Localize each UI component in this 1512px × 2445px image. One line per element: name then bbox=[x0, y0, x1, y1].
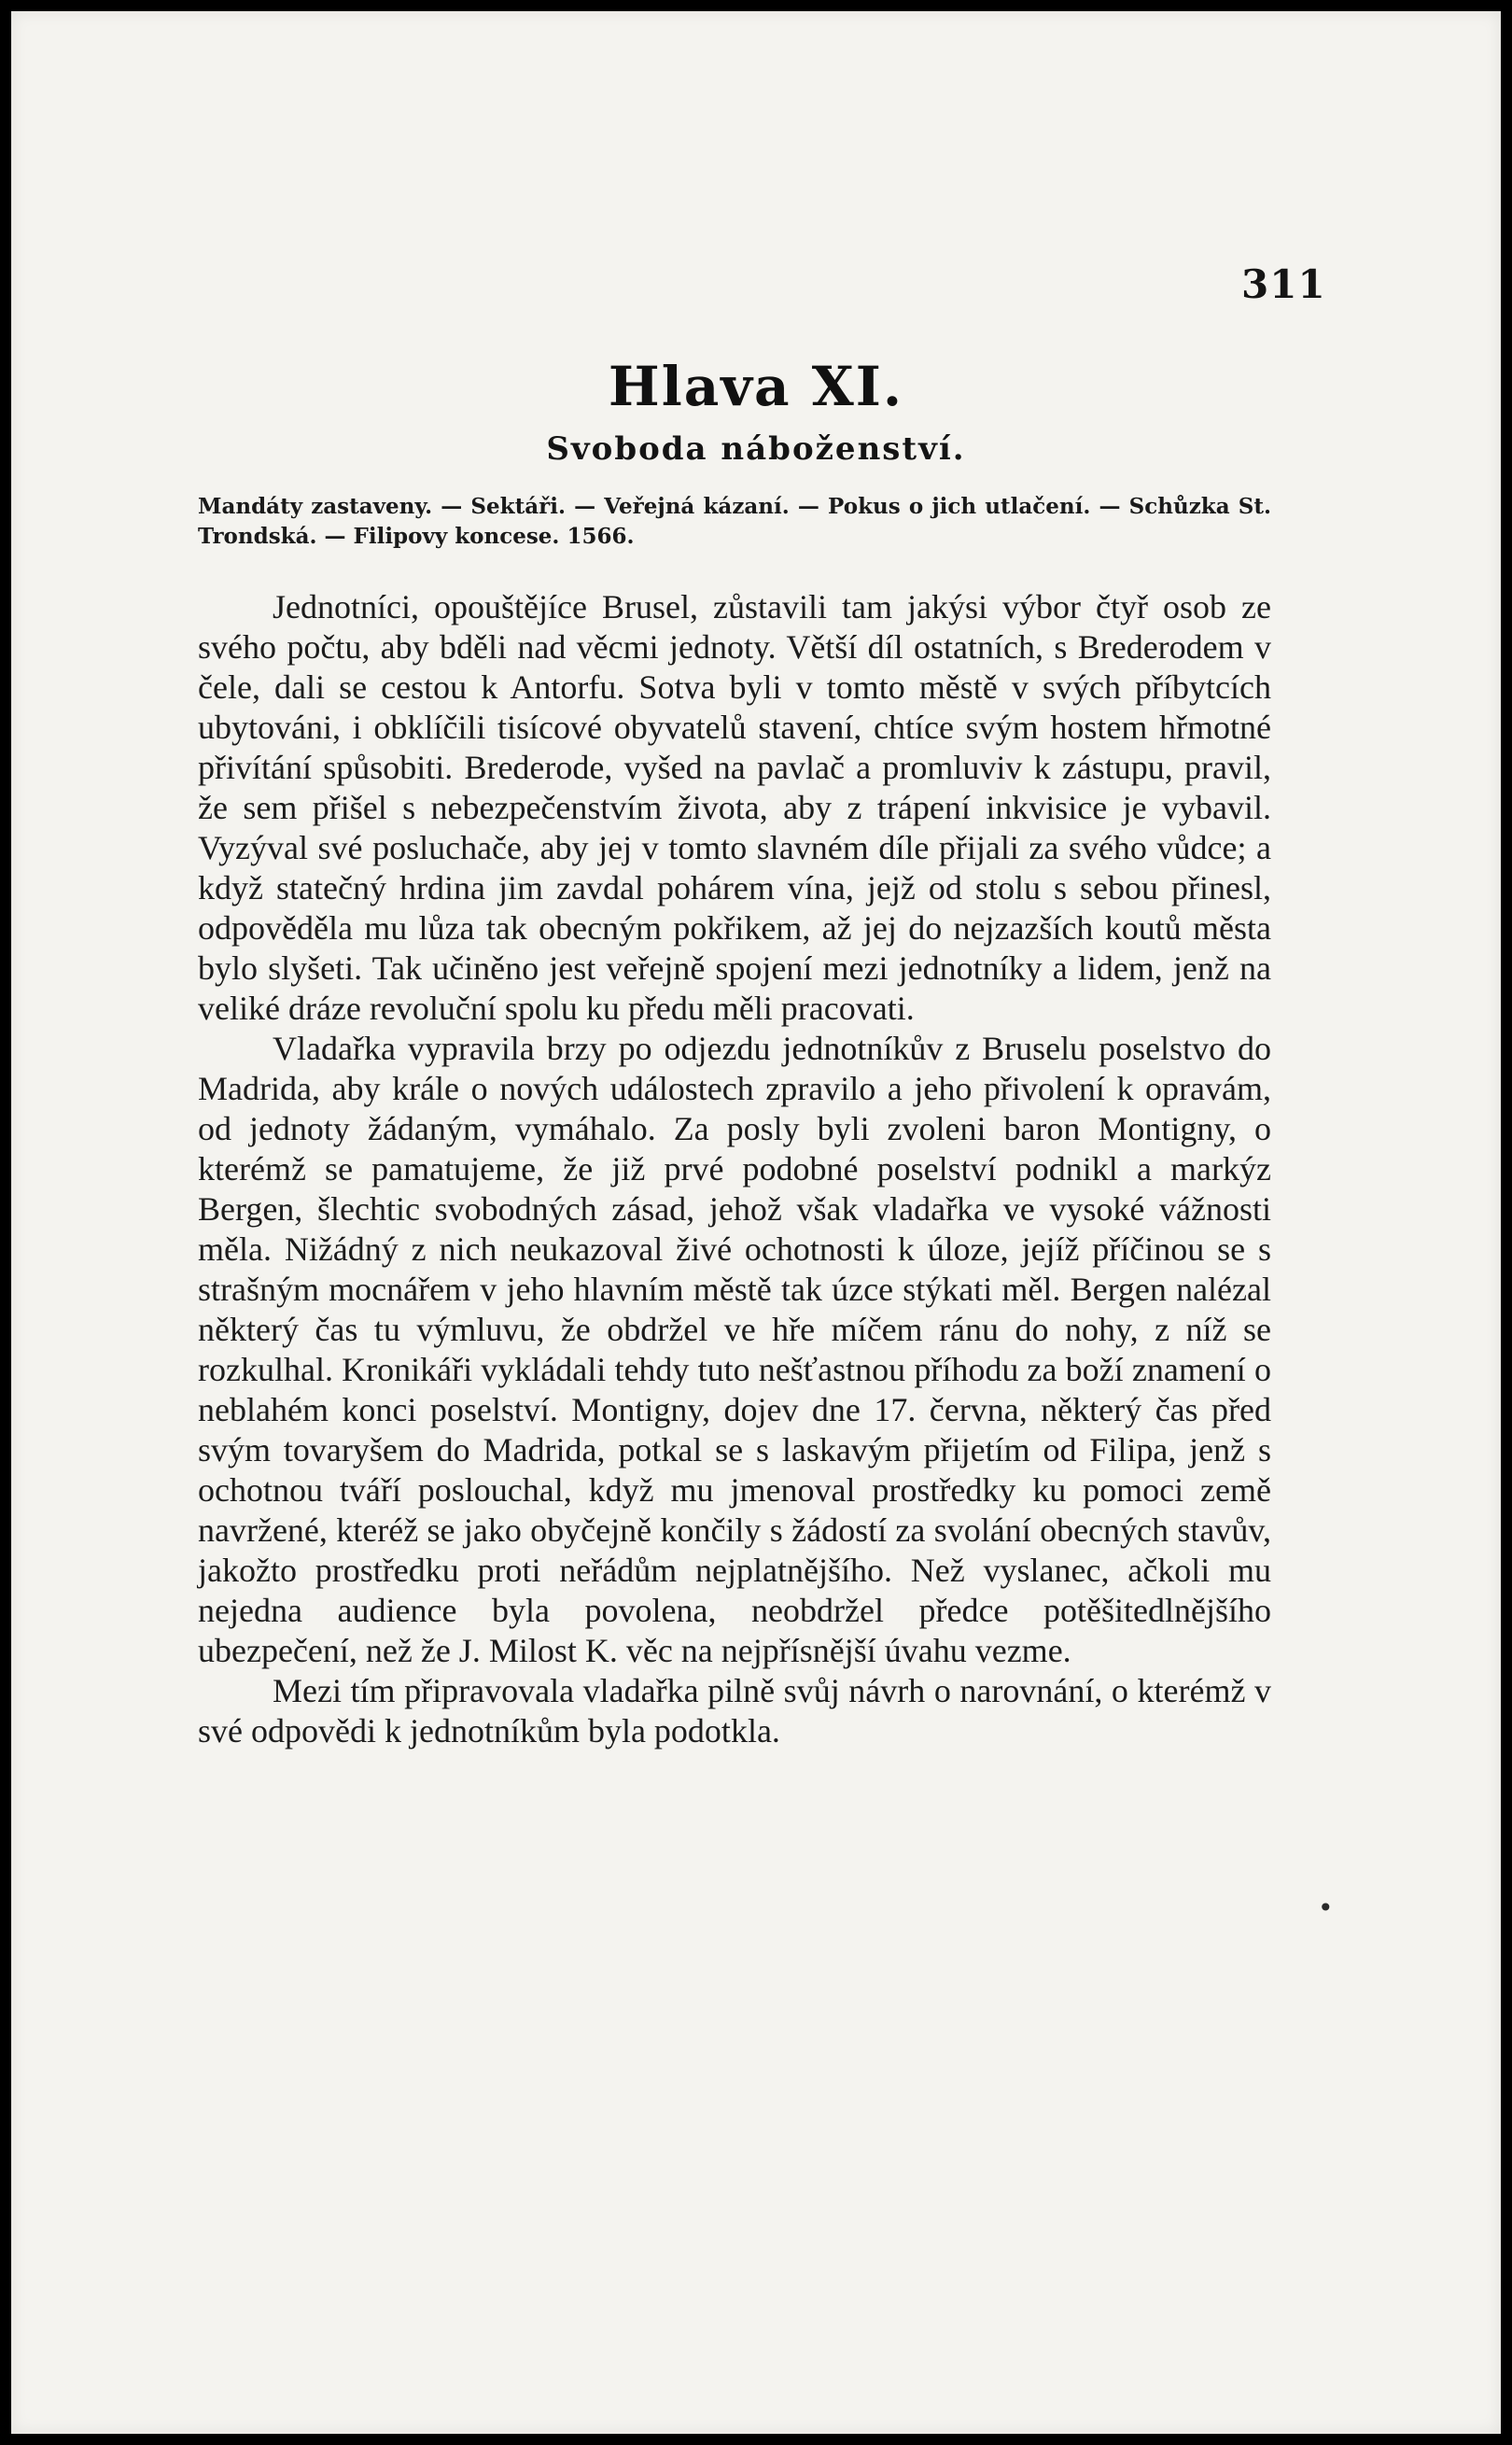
paragraph-2: Vladařka vypravila brzy po odjezdu jednotníkův z Bruselu poselstvo do Madrida, aby krále o nových událostech zpravilo a jeho přivolení k opravám, od jednoty žádaným, vymáhalo. Za posly byli zvoleni baron Montigny, o kterémž se pamatujeme, že již prvé podobné poselství podnikl a markýz Bergen, šlechtic svobodných zásad, jehož však vladařka ve vysoké vážnosti měla. Nižádný z nich neukazoval živé ochotnosti k úloze, jejíž příčinou se s strašným mocnářem v jeho hlavním městě tak úzce stýkati měl. Bergen nalézal některý čas tu výmluvu, že obdržel ve hře míčem ránu do nohy, z níž se rozkulhal. Kronikáři vykládali tehdy tuto nešťastnou příhodu za boží znamení o neblahém konci poselství. Montigny, dojev dne 17. června, některý čas před svým tovaryšem do Madrida, potkal se s laskavým přijetím od Filipa, jenž s ochotnou tváří poslouchal, když mu jmenoval prostředky ku pomoci země navržené, kteréž se jako obyčejně končily s žádostí za svolání obecných stavův, jakožto prostředku proti neřádům nejplatnějšího. Než vyslanec, ačkoli mu nejedna audience byla povolena, neobdržel předce potěšitedlnějšího ubezpečení, než že J. Milost K. věc na nejpřísnější úvahu vezme. bbox=[198, 1030, 1271, 1669]
body-text bbox=[198, 587, 1271, 1751]
chapter-title: Hlava XI. bbox=[608, 355, 904, 418]
page-number: 311 bbox=[1241, 261, 1326, 307]
margin-mark: • bbox=[1318, 1892, 1334, 1923]
chapter-subtitle: Svoboda náboženství. bbox=[546, 430, 966, 468]
book-page bbox=[11, 11, 1501, 2434]
paragraph-1: Jednotníci, opouštějíce Brusel, zůstavili tam jakýsi výbor čtyř osob ze svého počtu, aby bděli nad věcmi jednoty. Větší díl ostatních, s Brederodem v čele, dali se cestou k Antorfu. Sotva byli v tomto městě v svých příbytcích ubytováni, i obklíčili tisícové obyvatelů stavení, chtíce svým hostem hřmotné přivítání spůsobiti. Brederode, vyšed na pavlač a promluviv k zástupu, pravil, že sem přišel s nebezpečenstvím života, aby z trápení inkvisice je vybavil. Vyzýval své posluchače, aby jej v tomto slavném díle přijali za svého vůdce; a když statečný hrdina jim zavdal pohárem vína, jejž od stolu s sebou přinesl, odpověděla mu lůza tak obecným pokřikem, až jej do nejzazších koutů města bylo slyšeti. Tak učiněno jest veřejně spojení mezi jednotníky a lidem, jenž na veliké dráze revoluční spolu ku předu měli pracovati. bbox=[198, 588, 1271, 1027]
paragraph-3: Mezi tím připravovala vladařka pilně svůj návrh o narovnání, o kterémž v své odpovědi k jednotníkům byla podotkla. bbox=[198, 1672, 1271, 1749]
chapter-summary: Mandáty zastaveny. — Sektáři. — Veřejná kázaní. — Pokus o jich utlačení. — Schůzka St. Trondská. — Filipovy koncese. 1566. bbox=[198, 494, 1271, 549]
